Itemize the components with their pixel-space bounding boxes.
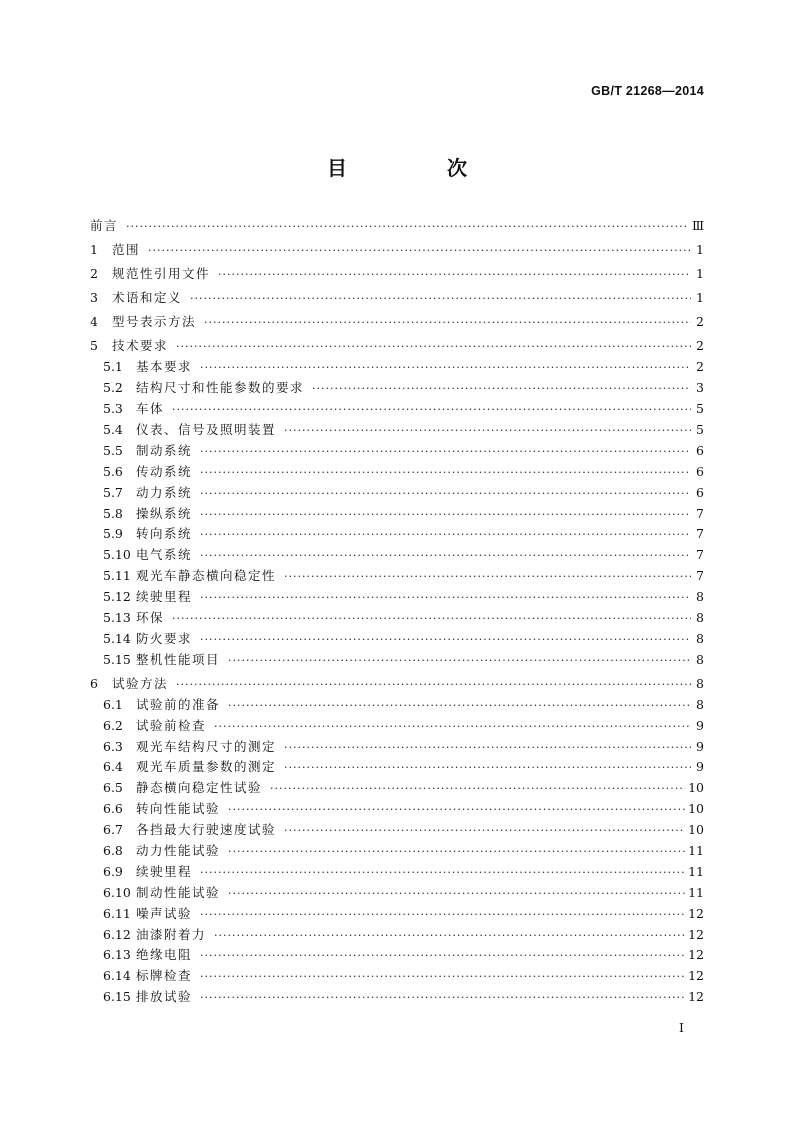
toc-entry-page: 1 bbox=[696, 266, 704, 282]
toc-entry[interactable] bbox=[90, 545, 704, 566]
toc-entry-title: 续驶里程 bbox=[136, 589, 193, 605]
dot-leader bbox=[228, 696, 691, 717]
toc-entry-page: 12 bbox=[688, 947, 704, 963]
toc-entry-number: 5.4 bbox=[103, 421, 123, 437]
toc-entry-title: 电气系统 bbox=[136, 547, 193, 563]
dot-leader bbox=[200, 358, 691, 379]
toc-entry-number: 5.5 bbox=[103, 442, 123, 458]
toc-entry-title: 型号表示方法 bbox=[112, 314, 197, 330]
dot-leader bbox=[200, 905, 685, 926]
dot-leader bbox=[284, 567, 691, 588]
toc-entry-page: 8 bbox=[696, 609, 704, 625]
dot-leader bbox=[190, 289, 691, 310]
dot-leader bbox=[204, 313, 691, 334]
dot-leader bbox=[200, 484, 691, 505]
toc-entry-title: 试验前检查 bbox=[136, 717, 207, 733]
toc-entry-number: 6.2 bbox=[103, 717, 123, 733]
toc-entry-number: 6.10 bbox=[103, 884, 131, 900]
toc-entry[interactable] bbox=[90, 312, 704, 333]
toc-entry-number: 5.1 bbox=[103, 359, 123, 375]
toc-entry-number: 6.4 bbox=[103, 759, 123, 775]
toc-entry-page: 7 bbox=[696, 547, 704, 563]
dot-leader bbox=[214, 926, 685, 947]
toc-entry-page: 9 bbox=[696, 759, 704, 775]
toc-entry-page: 12 bbox=[688, 905, 704, 921]
toc-entry-title: 转向性能试验 bbox=[136, 801, 221, 817]
toc-entry-title: 仪表、信号及照明装置 bbox=[136, 421, 277, 437]
toc-entry-title: 术语和定义 bbox=[112, 290, 183, 306]
toc-entry-number: 6 bbox=[90, 675, 98, 691]
dot-leader bbox=[228, 842, 685, 863]
toc-entry-title: 结构尺寸和性能参数的要求 bbox=[136, 380, 305, 396]
toc-entry-page: Ⅲ bbox=[691, 218, 704, 233]
dot-leader bbox=[172, 609, 691, 630]
dot-leader bbox=[228, 800, 685, 821]
toc-entry[interactable] bbox=[90, 945, 704, 966]
toc-entry-title: 操纵系统 bbox=[136, 505, 193, 521]
toc-entry-title: 范围 bbox=[112, 242, 141, 258]
toc-entry-title: 噪声试验 bbox=[136, 905, 193, 921]
toc-entry-title: 排放试验 bbox=[136, 989, 193, 1005]
toc-entry-title: 观光车静态横向稳定性 bbox=[136, 568, 277, 584]
toc-entry-page: 7 bbox=[696, 505, 704, 521]
toc-entry[interactable] bbox=[90, 357, 704, 378]
toc-entry-title: 动力系统 bbox=[136, 484, 193, 500]
page-number: Ⅰ bbox=[679, 1020, 684, 1035]
dot-leader bbox=[172, 400, 691, 421]
toc-entry-number: 5.6 bbox=[103, 463, 123, 479]
toc-entry-page: 6 bbox=[696, 484, 704, 500]
toc-entry-page: 11 bbox=[688, 884, 704, 900]
toc-entry-page: 12 bbox=[688, 968, 704, 984]
toc-entry-number: 4 bbox=[90, 314, 98, 330]
table-of-contents bbox=[90, 216, 704, 1008]
toc-entry-page: 8 bbox=[696, 675, 704, 691]
toc-entry-title: 整机性能项目 bbox=[136, 651, 221, 667]
dot-leader bbox=[200, 505, 691, 526]
toc-entry-number: 6.11 bbox=[103, 905, 131, 921]
toc-entry-number: 6.13 bbox=[103, 947, 131, 963]
toc-entry-page: 7 bbox=[696, 526, 704, 542]
toc-entry-number: 5.3 bbox=[103, 401, 123, 417]
toc-entry-number: 3 bbox=[90, 290, 98, 306]
toc-entry[interactable] bbox=[90, 608, 704, 629]
toc-entry-number: 5.9 bbox=[103, 526, 123, 542]
toc-entry-number: 6.3 bbox=[103, 738, 123, 754]
toc-entry-page: 2 bbox=[696, 359, 704, 375]
toc-entry-number: 6.15 bbox=[103, 989, 131, 1005]
toc-entry-title: 试验前的准备 bbox=[136, 696, 221, 712]
toc-entry-page: 2 bbox=[696, 338, 704, 354]
toc-entry[interactable] bbox=[90, 524, 704, 545]
toc-entry-number: 6.14 bbox=[103, 968, 131, 984]
toc-entry-title: 动力性能试验 bbox=[136, 842, 221, 858]
toc-entry-page: 7 bbox=[696, 568, 704, 584]
toc-entry[interactable] bbox=[90, 757, 704, 778]
dot-leader bbox=[284, 758, 691, 779]
toc-entry[interactable] bbox=[90, 778, 704, 799]
toc-entry-page: 10 bbox=[688, 780, 704, 796]
toc-entry-number: 6.5 bbox=[103, 780, 123, 796]
toc-entry-number: 5.8 bbox=[103, 505, 123, 521]
dot-leader bbox=[200, 946, 685, 967]
toc-entry-page: 8 bbox=[696, 696, 704, 712]
dot-leader bbox=[284, 421, 691, 442]
toc-entry-title: 观光车质量参数的测定 bbox=[136, 759, 277, 775]
toc-entry[interactable] bbox=[90, 566, 704, 587]
toc-entry-title: 前言 bbox=[90, 218, 119, 233]
toc-entry-page: 9 bbox=[696, 738, 704, 754]
toc-entry-page: 6 bbox=[696, 463, 704, 479]
dot-leader bbox=[176, 675, 691, 696]
toc-entry-page: 12 bbox=[688, 926, 704, 942]
toc-entry-page: 3 bbox=[696, 380, 704, 396]
toc-entry[interactable] bbox=[90, 987, 704, 1008]
toc-entry-number: 6.1 bbox=[103, 696, 123, 712]
toc-entry[interactable] bbox=[90, 216, 704, 237]
toc-entry[interactable] bbox=[90, 629, 704, 650]
toc-entry-number: 6.12 bbox=[103, 926, 131, 942]
dot-leader bbox=[200, 863, 685, 884]
standard-code: GB/T 21268—2014 bbox=[591, 84, 704, 98]
toc-entry-title: 传动系统 bbox=[136, 463, 193, 479]
dot-leader bbox=[312, 379, 691, 400]
toc-entry[interactable] bbox=[90, 883, 704, 904]
toc-entry-title: 制动系统 bbox=[136, 442, 193, 458]
toc-entry-title: 静态横向稳定性试验 bbox=[136, 780, 263, 796]
toc-entry-title: 制动性能试验 bbox=[136, 884, 221, 900]
toc-entry[interactable] bbox=[90, 966, 704, 987]
toc-entry[interactable] bbox=[90, 587, 704, 608]
toc-entry[interactable] bbox=[90, 399, 704, 420]
dot-leader bbox=[200, 463, 691, 484]
toc-entry-number: 5.12 bbox=[103, 589, 131, 605]
toc-entry[interactable] bbox=[90, 841, 704, 862]
toc-entry[interactable] bbox=[90, 716, 704, 737]
toc-entry-page: 11 bbox=[688, 863, 704, 879]
toc-entry[interactable] bbox=[90, 862, 704, 883]
toc-entry-page: 11 bbox=[688, 842, 704, 858]
toc-entry-number: 6.7 bbox=[103, 822, 123, 838]
toc-entry-page: 2 bbox=[696, 314, 704, 330]
toc-entry[interactable] bbox=[90, 504, 704, 525]
toc-entry-page: 8 bbox=[696, 589, 704, 605]
dot-leader bbox=[200, 588, 691, 609]
toc-entry[interactable] bbox=[90, 264, 704, 285]
toc-entry[interactable] bbox=[90, 674, 704, 695]
toc-entry-number: 5 bbox=[90, 338, 98, 354]
dot-leader bbox=[200, 546, 691, 567]
toc-entry-number: 5.15 bbox=[103, 651, 131, 667]
dot-leader bbox=[284, 821, 685, 842]
toc-entry-page: 5 bbox=[696, 401, 704, 417]
toc-entry-page: 9 bbox=[696, 717, 704, 733]
toc-entry[interactable] bbox=[90, 288, 704, 309]
toc-entry-title: 转向系统 bbox=[136, 526, 193, 542]
toc-entry-page: 10 bbox=[688, 801, 704, 817]
dot-leader bbox=[200, 967, 685, 988]
toc-entry-title: 续驶里程 bbox=[136, 863, 193, 879]
dot-leader bbox=[200, 525, 691, 546]
toc-entry-number: 5.13 bbox=[103, 609, 131, 625]
toc-entry-number: 5.7 bbox=[103, 484, 123, 500]
dot-leader bbox=[176, 337, 691, 358]
toc-entry-title: 环保 bbox=[136, 609, 165, 625]
dot-leader bbox=[284, 738, 691, 759]
toc-entry-title: 油漆附着力 bbox=[136, 926, 207, 942]
toc-entry-page: 8 bbox=[696, 630, 704, 646]
toc-entry[interactable] bbox=[90, 820, 704, 841]
dot-leader bbox=[200, 630, 691, 651]
toc-entry-page: 1 bbox=[696, 242, 704, 258]
toc-entry[interactable] bbox=[90, 799, 704, 820]
dot-leader bbox=[200, 988, 685, 1009]
toc-entry[interactable] bbox=[90, 650, 704, 671]
toc-entry-number: 6.9 bbox=[103, 863, 123, 879]
toc-entry-number: 1 bbox=[90, 242, 98, 258]
toc-entry[interactable] bbox=[90, 240, 704, 261]
toc-entry-title: 防火要求 bbox=[136, 630, 193, 646]
page-title: 目 次 bbox=[327, 156, 507, 180]
dot-leader bbox=[148, 241, 691, 262]
toc-entry-title: 绝缘电阻 bbox=[136, 947, 193, 963]
toc-entry-title: 车体 bbox=[136, 401, 165, 417]
toc-entry-title: 各挡最大行驶速度试验 bbox=[136, 822, 277, 838]
toc-entry-page: 6 bbox=[696, 442, 704, 458]
toc-entry[interactable] bbox=[90, 420, 704, 441]
toc-entry-page: 5 bbox=[696, 421, 704, 437]
dot-leader bbox=[228, 651, 691, 672]
toc-entry[interactable] bbox=[90, 925, 704, 946]
toc-entry-number: 2 bbox=[90, 266, 98, 282]
toc-entry-number: 5.11 bbox=[103, 568, 131, 584]
toc-entry[interactable] bbox=[90, 441, 704, 462]
toc-entry[interactable] bbox=[90, 336, 704, 357]
toc-entry-title: 标牌检查 bbox=[136, 968, 193, 984]
toc-entry-number: 5.2 bbox=[103, 380, 123, 396]
toc-entry-number: 5.14 bbox=[103, 630, 131, 646]
toc-entry-title: 基本要求 bbox=[136, 359, 193, 375]
toc-entry[interactable] bbox=[90, 737, 704, 758]
toc-entry-page: 1 bbox=[696, 290, 704, 306]
toc-entry-number: 6.8 bbox=[103, 842, 123, 858]
toc-entry-page: 8 bbox=[696, 651, 704, 667]
toc-entry[interactable] bbox=[90, 904, 704, 925]
toc-entry-title: 观光车结构尺寸的测定 bbox=[136, 738, 277, 754]
toc-entry[interactable] bbox=[90, 483, 704, 504]
toc-entry-page: 10 bbox=[688, 822, 704, 838]
toc-entry-page: 12 bbox=[688, 989, 704, 1005]
toc-entry[interactable] bbox=[90, 378, 704, 399]
dot-leader bbox=[218, 265, 691, 286]
toc-entry-title: 技术要求 bbox=[112, 338, 169, 354]
toc-entry-number: 6.6 bbox=[103, 801, 123, 817]
toc-entry[interactable] bbox=[90, 695, 704, 716]
toc-entry[interactable] bbox=[90, 462, 704, 483]
toc-entry-title: 试验方法 bbox=[112, 675, 169, 691]
dot-leader bbox=[228, 884, 685, 905]
toc-entry-number: 5.10 bbox=[103, 547, 131, 563]
dot-leader bbox=[200, 442, 691, 463]
dot-leader bbox=[126, 217, 689, 238]
toc-entry-title: 规范性引用文件 bbox=[112, 266, 211, 282]
dot-leader bbox=[270, 779, 685, 800]
dot-leader bbox=[214, 717, 691, 738]
